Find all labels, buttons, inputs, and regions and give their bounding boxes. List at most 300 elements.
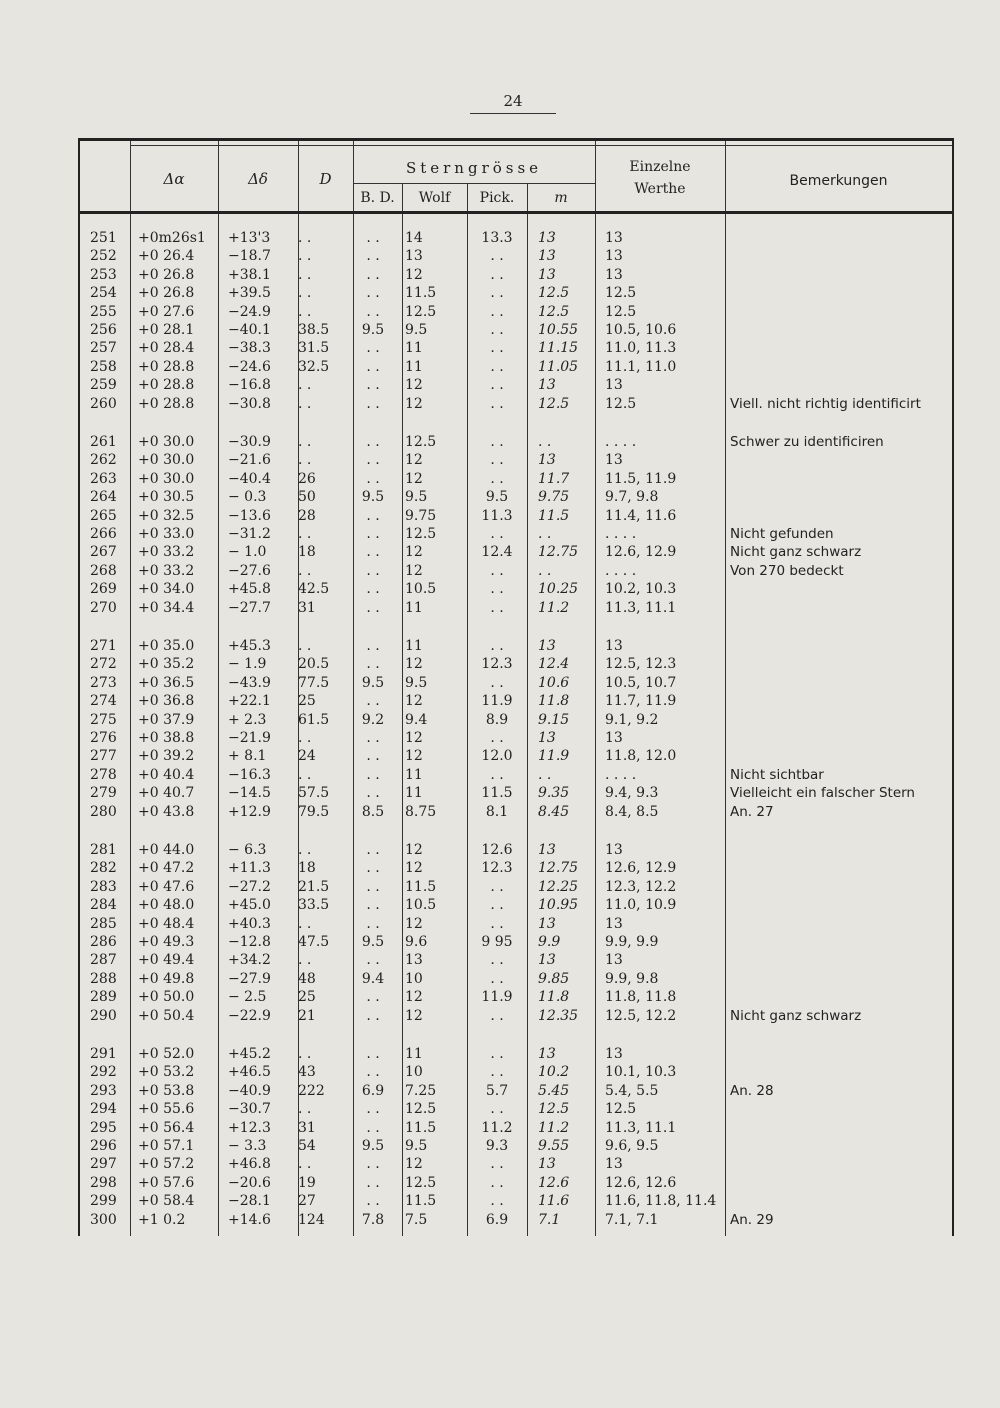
delta-delta-cell: − 1.9 xyxy=(228,656,267,673)
delta-alpha-cell: +0 53.8 xyxy=(138,1082,195,1099)
single-values-cell: 13 xyxy=(605,248,623,265)
star-number-cell: 255 xyxy=(90,303,117,320)
pick-magnitude-cell: . . xyxy=(490,248,504,265)
single-values-cell: 11.7, 11.9 xyxy=(605,693,677,710)
bd-magnitude-cell: . . xyxy=(366,1046,380,1062)
diameter-cell: . . xyxy=(298,452,312,469)
wolf-magnitude-cell: 12 xyxy=(405,470,423,487)
mean-magnitude-cell: 11.2 xyxy=(538,1119,570,1136)
wolf-magnitude-cell: 10.5 xyxy=(405,897,437,914)
table-row xyxy=(80,1192,952,1210)
row-group xyxy=(80,229,952,413)
diameter-cell: 77.5 xyxy=(298,674,330,691)
diameter-cell: 32.5 xyxy=(298,358,330,375)
wolf-magnitude-cell: 12.5 xyxy=(405,303,437,320)
mean-magnitude-cell: 13 xyxy=(538,248,556,265)
single-values-cell: 11.3, 11.1 xyxy=(605,599,677,616)
mean-magnitude-cell: 13 xyxy=(538,1046,556,1062)
bd-magnitude-cell: . . xyxy=(366,1156,380,1173)
table-row xyxy=(80,266,952,284)
delta-alpha-cell: +0 39.2 xyxy=(138,748,195,765)
mean-magnitude-cell: 13 xyxy=(538,230,556,246)
bd-magnitude-cell: . . xyxy=(366,860,380,877)
mean-magnitude-cell: 12.5 xyxy=(538,1101,570,1118)
diameter-cell: . . xyxy=(298,285,312,302)
page-number: 24 xyxy=(470,92,556,114)
pick-magnitude-cell: . . xyxy=(490,525,504,542)
star-number-cell: 296 xyxy=(90,1137,117,1154)
bd-magnitude-cell: . . xyxy=(366,340,380,357)
pick-magnitude-cell: 12.3 xyxy=(481,656,513,673)
header-m: m xyxy=(554,190,568,206)
single-values-cell: 12.6, 12.9 xyxy=(605,860,677,877)
wolf-magnitude-cell: 9.5 xyxy=(405,1137,428,1154)
star-number-cell: 266 xyxy=(90,525,117,542)
wolf-magnitude-cell: 9.4 xyxy=(405,711,428,728)
bd-magnitude-cell: . . xyxy=(366,897,380,914)
pick-magnitude-cell: 13.3 xyxy=(481,230,513,246)
delta-delta-cell: + 2.3 xyxy=(228,711,267,728)
wolf-magnitude-cell: 11.5 xyxy=(405,878,437,895)
bd-magnitude-cell: . . xyxy=(366,952,380,969)
bd-magnitude-cell: 9.5 xyxy=(361,933,385,950)
remark-cell: Nicht gefunden xyxy=(730,525,834,542)
pick-magnitude-cell: . . xyxy=(490,285,504,302)
diameter-cell: . . xyxy=(298,729,312,746)
remark-cell: An. 27 xyxy=(730,803,774,820)
wolf-magnitude-cell: 11.5 xyxy=(405,1193,437,1210)
diameter-cell: 222 xyxy=(298,1082,325,1099)
remark-cell: Von 270 bedeckt xyxy=(730,562,844,579)
pick-magnitude-cell: 8.1 xyxy=(485,803,509,820)
star-number-cell: 285 xyxy=(90,915,117,932)
delta-alpha-cell: +0 28.8 xyxy=(138,395,195,412)
diameter-cell: . . xyxy=(298,434,312,450)
pick-magnitude-cell: . . xyxy=(490,434,504,450)
star-number-cell: 256 xyxy=(90,321,117,338)
single-values-cell: 11.0, 10.9 xyxy=(605,897,677,914)
mean-magnitude-cell: 11.2 xyxy=(538,599,570,616)
diameter-cell: . . xyxy=(298,638,312,654)
diameter-cell: 79.5 xyxy=(298,803,330,820)
diameter-cell: 48 xyxy=(298,970,316,987)
diameter-cell: 43 xyxy=(298,1064,316,1081)
pick-magnitude-cell: 11.9 xyxy=(481,693,513,710)
mean-magnitude-cell: 11.8 xyxy=(538,693,570,710)
diameter-cell: 31.5 xyxy=(298,340,330,357)
remark-cell: An. 29 xyxy=(730,1211,774,1228)
bd-magnitude-cell: . . xyxy=(366,434,380,450)
delta-delta-cell: +14.6 xyxy=(228,1211,271,1228)
delta-alpha-cell: +0 30.5 xyxy=(138,489,195,506)
table-row xyxy=(80,711,952,729)
pick-magnitude-cell: . . xyxy=(490,358,504,375)
delta-alpha-cell: +0 30.0 xyxy=(138,470,195,487)
single-values-cell: 13 xyxy=(605,842,623,858)
delta-delta-cell: −31.2 xyxy=(228,525,271,542)
delta-delta-cell: −21.6 xyxy=(228,452,271,469)
pick-magnitude-cell: . . xyxy=(490,878,504,895)
bd-magnitude-cell: . . xyxy=(366,766,380,783)
bd-magnitude-cell: 9.2 xyxy=(361,711,385,728)
mean-magnitude-cell: 12.5 xyxy=(538,395,570,412)
mean-magnitude-cell: 9.35 xyxy=(538,785,570,802)
row-group xyxy=(80,1045,952,1229)
star-number-cell: 263 xyxy=(90,470,117,487)
mean-magnitude-cell: 12.75 xyxy=(538,860,579,877)
bd-magnitude-cell: . . xyxy=(366,915,380,932)
bd-magnitude-cell: . . xyxy=(366,452,380,469)
star-number-cell: 264 xyxy=(90,489,117,506)
star-number-cell: 261 xyxy=(90,434,117,450)
table-row xyxy=(80,229,952,247)
single-values-cell: 12.5, 12.2 xyxy=(605,1007,677,1024)
header-bd: B. D. xyxy=(360,190,395,206)
diameter-cell: . . xyxy=(298,842,312,858)
delta-delta-cell: +46.5 xyxy=(228,1064,271,1081)
pick-magnitude-cell: . . xyxy=(490,766,504,783)
delta-delta-cell: −40.1 xyxy=(228,321,271,338)
table-row xyxy=(80,766,952,784)
star-number-cell: 262 xyxy=(90,452,117,469)
single-values-cell: 12.5, 12.3 xyxy=(605,656,677,673)
mean-magnitude-cell: 12.5 xyxy=(538,285,570,302)
delta-delta-cell: −13.6 xyxy=(228,507,271,524)
star-number-cell: 292 xyxy=(90,1064,117,1081)
table-row xyxy=(80,970,952,988)
single-values-cell: 5.4, 5.5 xyxy=(605,1082,659,1099)
wolf-magnitude-cell: 12 xyxy=(405,544,423,561)
delta-alpha-cell: +0 47.6 xyxy=(138,878,195,895)
table-row xyxy=(80,692,952,710)
mean-magnitude-cell: 11.6 xyxy=(538,1193,570,1210)
delta-delta-cell: −16.8 xyxy=(228,377,271,394)
star-number-cell: 265 xyxy=(90,507,117,524)
wolf-magnitude-cell: 11 xyxy=(405,599,423,616)
pick-magnitude-cell: . . xyxy=(490,377,504,394)
delta-delta-cell: +45.3 xyxy=(228,638,271,654)
table-row xyxy=(80,1137,952,1155)
wolf-magnitude-cell: 12.5 xyxy=(405,525,437,542)
delta-alpha-cell: +0 49.4 xyxy=(138,952,195,969)
remark-cell: Vielleicht ein falscher Stern xyxy=(730,785,915,802)
pick-magnitude-cell: . . xyxy=(490,321,504,338)
pick-magnitude-cell: 12.4 xyxy=(481,544,513,561)
star-number-cell: 278 xyxy=(90,766,117,783)
wolf-magnitude-cell: 12.5 xyxy=(405,1101,437,1118)
wolf-magnitude-cell: 12 xyxy=(405,395,423,412)
bd-magnitude-cell: . . xyxy=(366,599,380,616)
wolf-magnitude-cell: 12 xyxy=(405,860,423,877)
single-values-cell: 10.5, 10.6 xyxy=(605,321,677,338)
star-number-cell: 297 xyxy=(90,1156,117,1173)
star-number-cell: 287 xyxy=(90,952,117,969)
bd-magnitude-cell: . . xyxy=(366,729,380,746)
star-number-cell: 270 xyxy=(90,599,117,616)
single-values-cell: 12.5 xyxy=(605,1101,637,1118)
mean-magnitude-cell: 5.45 xyxy=(538,1082,570,1099)
wolf-magnitude-cell: 11 xyxy=(405,785,423,802)
delta-alpha-cell: +0 34.0 xyxy=(138,581,195,598)
table-row xyxy=(80,339,952,357)
diameter-cell: 42.5 xyxy=(298,581,330,598)
single-values-cell: 11.6, 11.8, 11.4 xyxy=(605,1193,717,1210)
mean-magnitude-cell: 13 xyxy=(538,915,556,932)
wolf-magnitude-cell: 7.25 xyxy=(405,1082,437,1099)
bd-magnitude-cell: . . xyxy=(366,989,380,1006)
diameter-cell: 124 xyxy=(298,1211,325,1228)
delta-alpha-cell: +0 57.1 xyxy=(138,1137,195,1154)
single-values-cell: . . . . xyxy=(605,562,637,579)
wolf-magnitude-cell: 12.5 xyxy=(405,1174,437,1191)
delta-delta-cell: −38.3 xyxy=(228,340,271,357)
delta-delta-cell: −27.9 xyxy=(228,970,271,987)
mean-magnitude-cell: 9.75 xyxy=(538,489,570,506)
single-values-cell: 9.9, 9.8 xyxy=(605,970,659,987)
delta-delta-cell: −27.7 xyxy=(228,599,271,616)
bd-magnitude-cell: . . xyxy=(366,785,380,802)
single-values-cell: . . . . xyxy=(605,525,637,542)
delta-delta-cell: +45.0 xyxy=(228,897,271,914)
delta-alpha-cell: +0 28.4 xyxy=(138,340,195,357)
wolf-magnitude-cell: 12 xyxy=(405,693,423,710)
star-number-cell: 267 xyxy=(90,544,117,561)
diameter-cell: 21.5 xyxy=(298,878,330,895)
single-values-cell: . . . . xyxy=(605,766,637,783)
diameter-cell: 50 xyxy=(298,489,316,506)
delta-delta-cell: −12.8 xyxy=(228,933,271,950)
pick-magnitude-cell: . . xyxy=(490,915,504,932)
pick-magnitude-cell: . . xyxy=(490,562,504,579)
mean-magnitude-cell: 11.15 xyxy=(538,340,579,357)
delta-delta-cell: −43.9 xyxy=(228,674,271,691)
delta-delta-cell: −27.6 xyxy=(228,562,271,579)
pick-magnitude-cell: . . xyxy=(490,1156,504,1173)
single-values-cell: 13 xyxy=(605,729,623,746)
pick-magnitude-cell: . . xyxy=(490,1064,504,1081)
wolf-magnitude-cell: 9.5 xyxy=(405,321,428,338)
delta-alpha-cell: +0 49.8 xyxy=(138,970,195,987)
mean-magnitude-cell: 13 xyxy=(538,266,556,283)
star-number-cell: 258 xyxy=(90,358,117,375)
star-number-cell: 257 xyxy=(90,340,117,357)
delta-delta-cell: +46.8 xyxy=(228,1156,271,1173)
table-row xyxy=(80,1174,952,1192)
single-values-cell: 9.1, 9.2 xyxy=(605,711,659,728)
table-row xyxy=(80,358,952,376)
star-number-cell: 288 xyxy=(90,970,117,987)
delta-delta-cell: +11.3 xyxy=(228,860,271,877)
bd-magnitude-cell: . . xyxy=(366,842,380,858)
table-row xyxy=(80,1155,952,1173)
table-row xyxy=(80,803,952,821)
delta-delta-cell: +38.1 xyxy=(228,266,271,283)
diameter-cell: . . xyxy=(298,766,312,783)
table-row xyxy=(80,1119,952,1137)
mean-magnitude-cell: 9.15 xyxy=(538,711,570,728)
bd-magnitude-cell: . . xyxy=(366,1007,380,1024)
wolf-magnitude-cell: 11 xyxy=(405,766,423,783)
single-values-cell: 11.3, 11.1 xyxy=(605,1119,677,1136)
diameter-cell: . . xyxy=(298,248,312,265)
table-row xyxy=(80,284,952,302)
star-number-cell: 291 xyxy=(90,1046,117,1062)
bd-magnitude-cell: . . xyxy=(366,303,380,320)
diameter-cell: . . xyxy=(298,952,312,969)
star-catalog-table xyxy=(78,138,954,1236)
delta-alpha-cell: +0 30.0 xyxy=(138,434,195,450)
star-number-cell: 283 xyxy=(90,878,117,895)
delta-alpha-cell: +0 30.0 xyxy=(138,452,195,469)
diameter-cell: 24 xyxy=(298,748,316,765)
delta-delta-cell: − 1.0 xyxy=(228,544,267,561)
single-values-cell: 8.4, 8.5 xyxy=(605,803,659,820)
bd-magnitude-cell: . . xyxy=(366,544,380,561)
pick-magnitude-cell: 9 95 xyxy=(481,933,513,950)
single-values-cell: 9.7, 9.8 xyxy=(605,489,659,506)
diameter-cell: 61.5 xyxy=(298,711,330,728)
star-number-cell: 298 xyxy=(90,1174,117,1191)
delta-alpha-cell: +0 47.2 xyxy=(138,860,195,877)
wolf-magnitude-cell: 9.5 xyxy=(405,674,428,691)
star-number-cell: 273 xyxy=(90,674,117,691)
pick-magnitude-cell: 11.2 xyxy=(481,1119,513,1136)
delta-alpha-cell: +0 26.4 xyxy=(138,248,195,265)
diameter-cell: 25 xyxy=(298,989,316,1006)
bd-magnitude-cell: 8.5 xyxy=(361,803,385,820)
pick-magnitude-cell: . . xyxy=(490,340,504,357)
star-number-cell: 277 xyxy=(90,748,117,765)
bd-magnitude-cell: . . xyxy=(366,266,380,283)
wolf-magnitude-cell: 12 xyxy=(405,377,423,394)
delta-alpha-cell: +0 56.4 xyxy=(138,1119,195,1136)
table-row xyxy=(80,525,952,543)
star-number-cell: 284 xyxy=(90,897,117,914)
pick-magnitude-cell: . . xyxy=(490,952,504,969)
delta-alpha-cell: +0 27.6 xyxy=(138,303,195,320)
mean-magnitude-cell: 12.4 xyxy=(538,656,570,673)
star-number-cell: 260 xyxy=(90,395,117,412)
table-row xyxy=(80,376,952,394)
diameter-cell: . . xyxy=(298,1046,312,1062)
bd-magnitude-cell: . . xyxy=(366,230,380,246)
bd-magnitude-cell: 9.5 xyxy=(361,489,385,506)
diameter-cell: . . xyxy=(298,303,312,320)
diameter-cell: 57.5 xyxy=(298,785,330,802)
delta-alpha-cell: +0 32.5 xyxy=(138,507,195,524)
diameter-cell: . . xyxy=(298,562,312,579)
star-number-cell: 280 xyxy=(90,803,117,820)
wolf-magnitude-cell: 9.6 xyxy=(405,933,428,950)
delta-delta-cell: −28.1 xyxy=(228,1193,271,1210)
delta-alpha-cell: +0 35.0 xyxy=(138,638,195,654)
mean-magnitude-cell: 13 xyxy=(538,952,556,969)
delta-alpha-cell: +0 28.8 xyxy=(138,358,195,375)
wolf-magnitude-cell: 9.75 xyxy=(405,507,437,524)
header-rule xyxy=(130,145,952,146)
delta-alpha-cell: +0 57.2 xyxy=(138,1156,195,1173)
delta-alpha-cell: +0 26.8 xyxy=(138,285,195,302)
star-number-cell: 295 xyxy=(90,1119,117,1136)
single-values-cell: 13 xyxy=(605,377,623,394)
wolf-magnitude-cell: 12 xyxy=(405,842,423,858)
pick-magnitude-cell: . . xyxy=(490,674,504,691)
mean-magnitude-cell: 11.8 xyxy=(538,989,570,1006)
mean-magnitude-cell: 13 xyxy=(538,729,556,746)
table-row xyxy=(80,1063,952,1081)
delta-alpha-cell: +0 33.2 xyxy=(138,562,195,579)
row-group xyxy=(80,433,952,617)
single-values-cell: 13 xyxy=(605,1156,623,1173)
bd-magnitude-cell: 9.5 xyxy=(361,321,385,338)
mean-magnitude-cell: 12.5 xyxy=(538,303,570,320)
star-number-cell: 269 xyxy=(90,581,117,598)
delta-delta-cell: −24.6 xyxy=(228,358,271,375)
star-number-cell: 274 xyxy=(90,693,117,710)
table-row xyxy=(80,433,952,451)
single-values-cell: 13 xyxy=(605,1046,623,1062)
delta-delta-cell: +12.9 xyxy=(228,803,271,820)
star-number-cell: 259 xyxy=(90,377,117,394)
mean-magnitude-cell: 10.55 xyxy=(538,321,579,338)
delta-delta-cell: +45.2 xyxy=(228,1046,271,1062)
delta-alpha-cell: +0 38.8 xyxy=(138,729,195,746)
mean-magnitude-cell: 10.25 xyxy=(538,581,579,598)
single-values-cell: 13 xyxy=(605,230,623,246)
single-values-cell: 13 xyxy=(605,452,623,469)
table-row xyxy=(80,1211,952,1229)
star-number-cell: 253 xyxy=(90,266,117,283)
table-row xyxy=(80,1082,952,1100)
mean-magnitude-cell: 10.95 xyxy=(538,897,579,914)
pick-magnitude-cell: . . xyxy=(490,638,504,654)
bd-magnitude-cell: . . xyxy=(366,285,380,302)
star-number-cell: 276 xyxy=(90,729,117,746)
delta-alpha-cell: +0m26s1 xyxy=(138,230,206,246)
delta-alpha-cell: +0 50.0 xyxy=(138,989,195,1006)
bd-magnitude-cell: . . xyxy=(366,1193,380,1210)
bd-magnitude-cell: 9.5 xyxy=(361,674,385,691)
delta-delta-cell: −14.5 xyxy=(228,785,271,802)
bd-magnitude-cell: . . xyxy=(366,562,380,579)
mean-magnitude-cell: 11.9 xyxy=(538,748,570,765)
header-subrule xyxy=(353,183,595,184)
wolf-magnitude-cell: 12 xyxy=(405,656,423,673)
star-number-cell: 254 xyxy=(90,285,117,302)
wolf-magnitude-cell: 10 xyxy=(405,970,423,987)
wolf-magnitude-cell: 8.75 xyxy=(405,803,437,820)
wolf-magnitude-cell: 12.5 xyxy=(405,434,437,450)
single-values-cell: 11.0, 11.3 xyxy=(605,340,677,357)
delta-alpha-cell: +0 44.0 xyxy=(138,842,195,858)
diameter-cell: 26 xyxy=(298,470,316,487)
delta-delta-cell: −30.9 xyxy=(228,434,271,450)
remark-cell: Viell. nicht richtig identificirt xyxy=(730,395,921,412)
star-number-cell: 272 xyxy=(90,656,117,673)
diameter-cell: 54 xyxy=(298,1137,316,1154)
pick-magnitude-cell: . . xyxy=(490,1101,504,1118)
pick-magnitude-cell: . . xyxy=(490,452,504,469)
diameter-cell: 19 xyxy=(298,1174,316,1191)
pick-magnitude-cell: 8.9 xyxy=(485,711,509,728)
bd-magnitude-cell: . . xyxy=(366,656,380,673)
mean-magnitude-cell: 9.85 xyxy=(538,970,570,987)
wolf-magnitude-cell: 12 xyxy=(405,452,423,469)
bd-magnitude-cell: . . xyxy=(366,1119,380,1136)
wolf-magnitude-cell: 11.5 xyxy=(405,285,437,302)
table-row xyxy=(80,915,952,933)
wolf-magnitude-cell: 11 xyxy=(405,1046,423,1062)
